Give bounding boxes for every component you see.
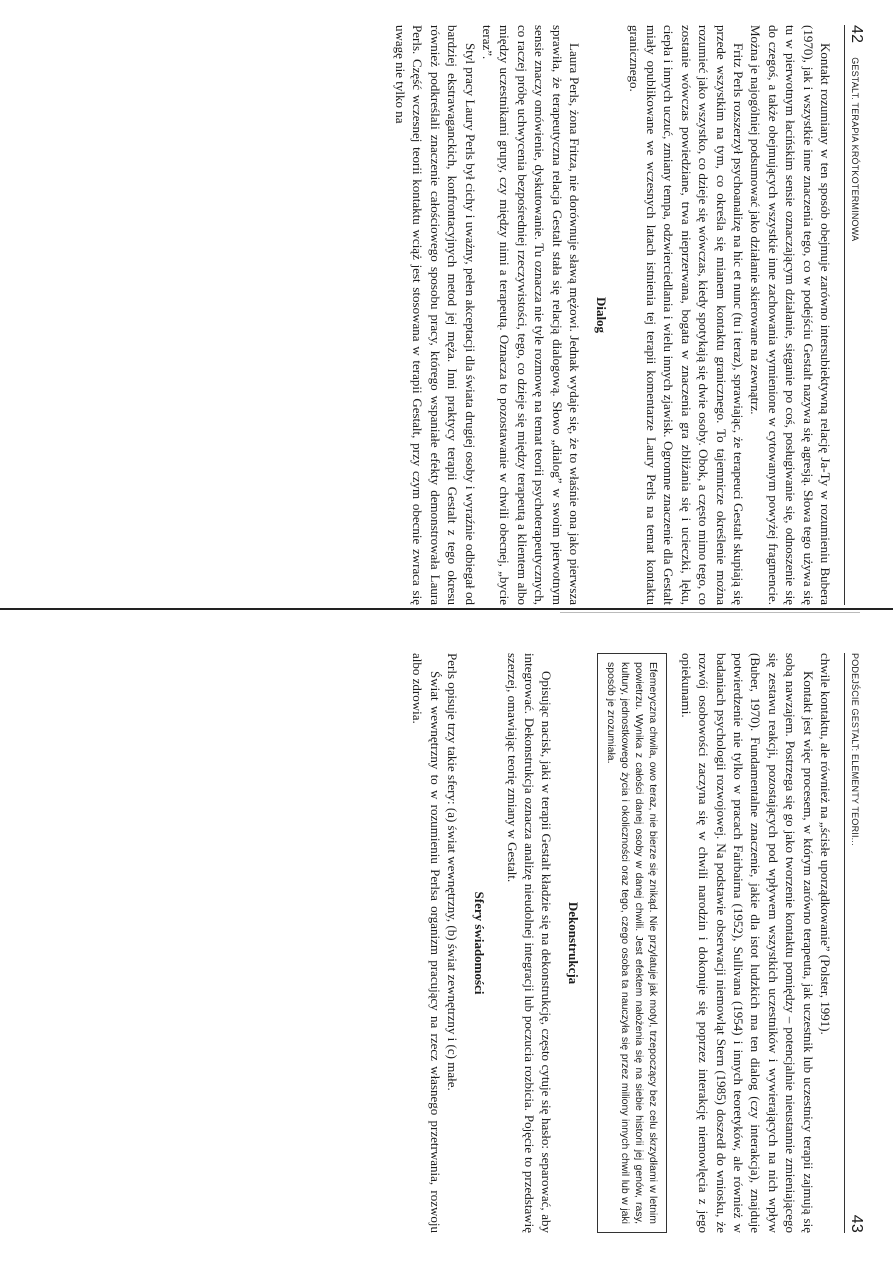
paragraph: Opisując nacisk, jaki w terapii Gestalt kładzie się na dekonstrukcję, często cytuje się hasło: separować, aby integrować. Dekonstrukcja oznacza analizę nieudolnej integracji lub poczucia rozbicia. Pojęcie to przedstawię szerzej, omawiając teorię zmiany w Gestalt. <box>504 653 555 1233</box>
running-header <box>844 25 865 605</box>
fold-shadow <box>560 612 860 613</box>
running-header <box>844 653 865 1233</box>
paragraph: Kontakt jest więc procesem, w którym zarówno terapeuta, jak uczestnik lub uczestnicy terapii zajmują się sobą nawzajem. Postrzega się go jako tworzenie kontaktu pomiędzy – potencjalnie nieustannie zmieniającego się zestawu reakcji, pozostających pod wpływem wszystkich uczestników i wywierających na nich wpływ (Buber, 1970). Fundamentalne znaczenie, jakie dla istot ludzkich ma ten dialog (czy interakcja), znajduje potwierdzenie nie tylko w pracach Fairbairna (1952), Sullivana (1954) i innych teoretyków, ale również w badaniach psychologii rozwojowej. Na podstawie obserwacji niemowląt Stern (1985) doszedł do wniosku, że rozwój osobowości zaczyna się w chwili narodzin i dokonuje się poprzez interakcję niemowlęcia z jego opiekunami. <box>678 653 816 1233</box>
paragraph: Kontakt rozumiany w ten sposób obejmuje zarówno intersubiektywną relację Ja-Ty w rozumieniu Bubera (1970), jak i wszystkie inne znaczenia tego, co w podejściu Gestalt nazywa się agresją. Słowa tego używa się tu w pierwotnym łacińskim sensie oznaczającym działanie, sięganie po coś, posługiwanie się, odnoszenie się do czegoś, a także obejmujących wszystkie inne zachowania wymienione w cytowanym powyżej fragmencie. Można je najogólniej podsumować jako działanie skierowane na zewnątrz. <box>748 25 833 605</box>
running-head-title: PODEJŚCIE GESTALT: ELEMENTY TEORII... <box>850 653 860 846</box>
page-42 <box>393 25 865 605</box>
quote-text: Efemeryczna chwila, owo teraz, nie bierze się znikąd. Nie przylatuje jak motyl, trzepoczący bez celu skrzydłami w letnim powietrzu. Wynika z całości danej osoby w danej chwili. Jest efektem nałożenia się na siebie historii jej genów, rasy, kultury, jednostkowego życia i okoliczności oraz tego, czego osoba ta nauczyła się przez miliony innych chwil lub w jaki sposób je zrozumiała. <box>605 662 660 1224</box>
running-head-title: GESTALT. TERAPIA KRÓTKOTERMINOWA <box>850 57 860 242</box>
section-heading: Dialog <box>594 296 610 334</box>
paragraph: Styl pracy Laury Perls był cichy i uważny, pełen akceptacji dla świata drugiej osoby i wyraźnie odbiegał od bardziej ekstrawaganckich, konfrontacyjnych metod jej męża. Inni praktycy terapii Gestalt z tego okresu również podkreślali znaczenie całościowego sposobu pracy, którego wspaniałe efekty demonstrowała Laura Perls. Część wczesnej teorii kontaktu wciąż jest stosowana w terapii Gestalt, przy czym obecnie zwraca się uwagę nie tylko na <box>393 25 478 605</box>
paragraph: Laura Perls, żona Fritza, nie dorównuje sławą mężowi. Jednak wydaje się, że to właśnie ona jako pierwsza sprawiła, że terapeutyczna relacja Gestalt stała się relacją dialogową. Słowo „dialog” w swoim pierwotnym sensie znaczy omówienie, dyskutowanie. Tu oznacza nie tyle rozmowę na temat teorii psychoterapeutycznych, co raczej próbę uchwycenia bezpośredniej rzeczywistości, tego, co dzieje się między terapeutą a klientem albo między uczestnikami grupy, czy między nimi a terapeutą. Oznacza to pozostawanie w chwili obecnej, „bycie teraz”. <box>480 25 583 605</box>
section-heading: Sfery świadomości <box>472 891 488 995</box>
paragraph: chwile kontaktu, ale również na „ścisłe uporządkowanie” (Polster, 1991). <box>818 653 833 1035</box>
section-heading: Dekonstrukcja <box>566 901 582 985</box>
page-fold <box>0 608 893 610</box>
paragraph: Perls opisuje trzy takie sfery: (a) świat wewnętrzny, (b) świat zewnętrzny i (c) małe. <box>445 653 461 1091</box>
quote-box <box>597 653 667 1233</box>
paragraph: Fritz Perls rozszerzył psychoanalizę na hic et nunc (tu i teraz), sprawiając, że terapeuci Gestalt skupiają się przede wszystkim na tym, co określa się mianem kontaktu granicznego. To tajemnicze określenie można rozumieć jako wszystko, co dzieje się wówczas, kiedy spotykają się dwie osoby. Obok, a często mimo tego, co zostanie wówczas powiedziane, trwa nieprzerwana, bogata w znaczenia gra zbliżania się i ucieczki, lęku, ciepła i innych uczuć, zmiany tempa, odzwierciedlania i wielu innych zjawisk. Ogromne znaczenie dla Gestalt miały opublikowane we wczesnych latach istnienia tej terapii komentarze Laury Perls na temat kontaktu granicznego. <box>626 25 746 605</box>
page-number: 43 <box>848 1214 865 1233</box>
paragraph: Świat wewnętrzny to w rozumieniu Perlsa organizm pracujący na rzecz własnego przetrwania, rozwoju albo zdrowia. <box>410 653 443 1233</box>
page-number: 42 <box>848 25 865 44</box>
page-43 <box>410 653 865 1233</box>
